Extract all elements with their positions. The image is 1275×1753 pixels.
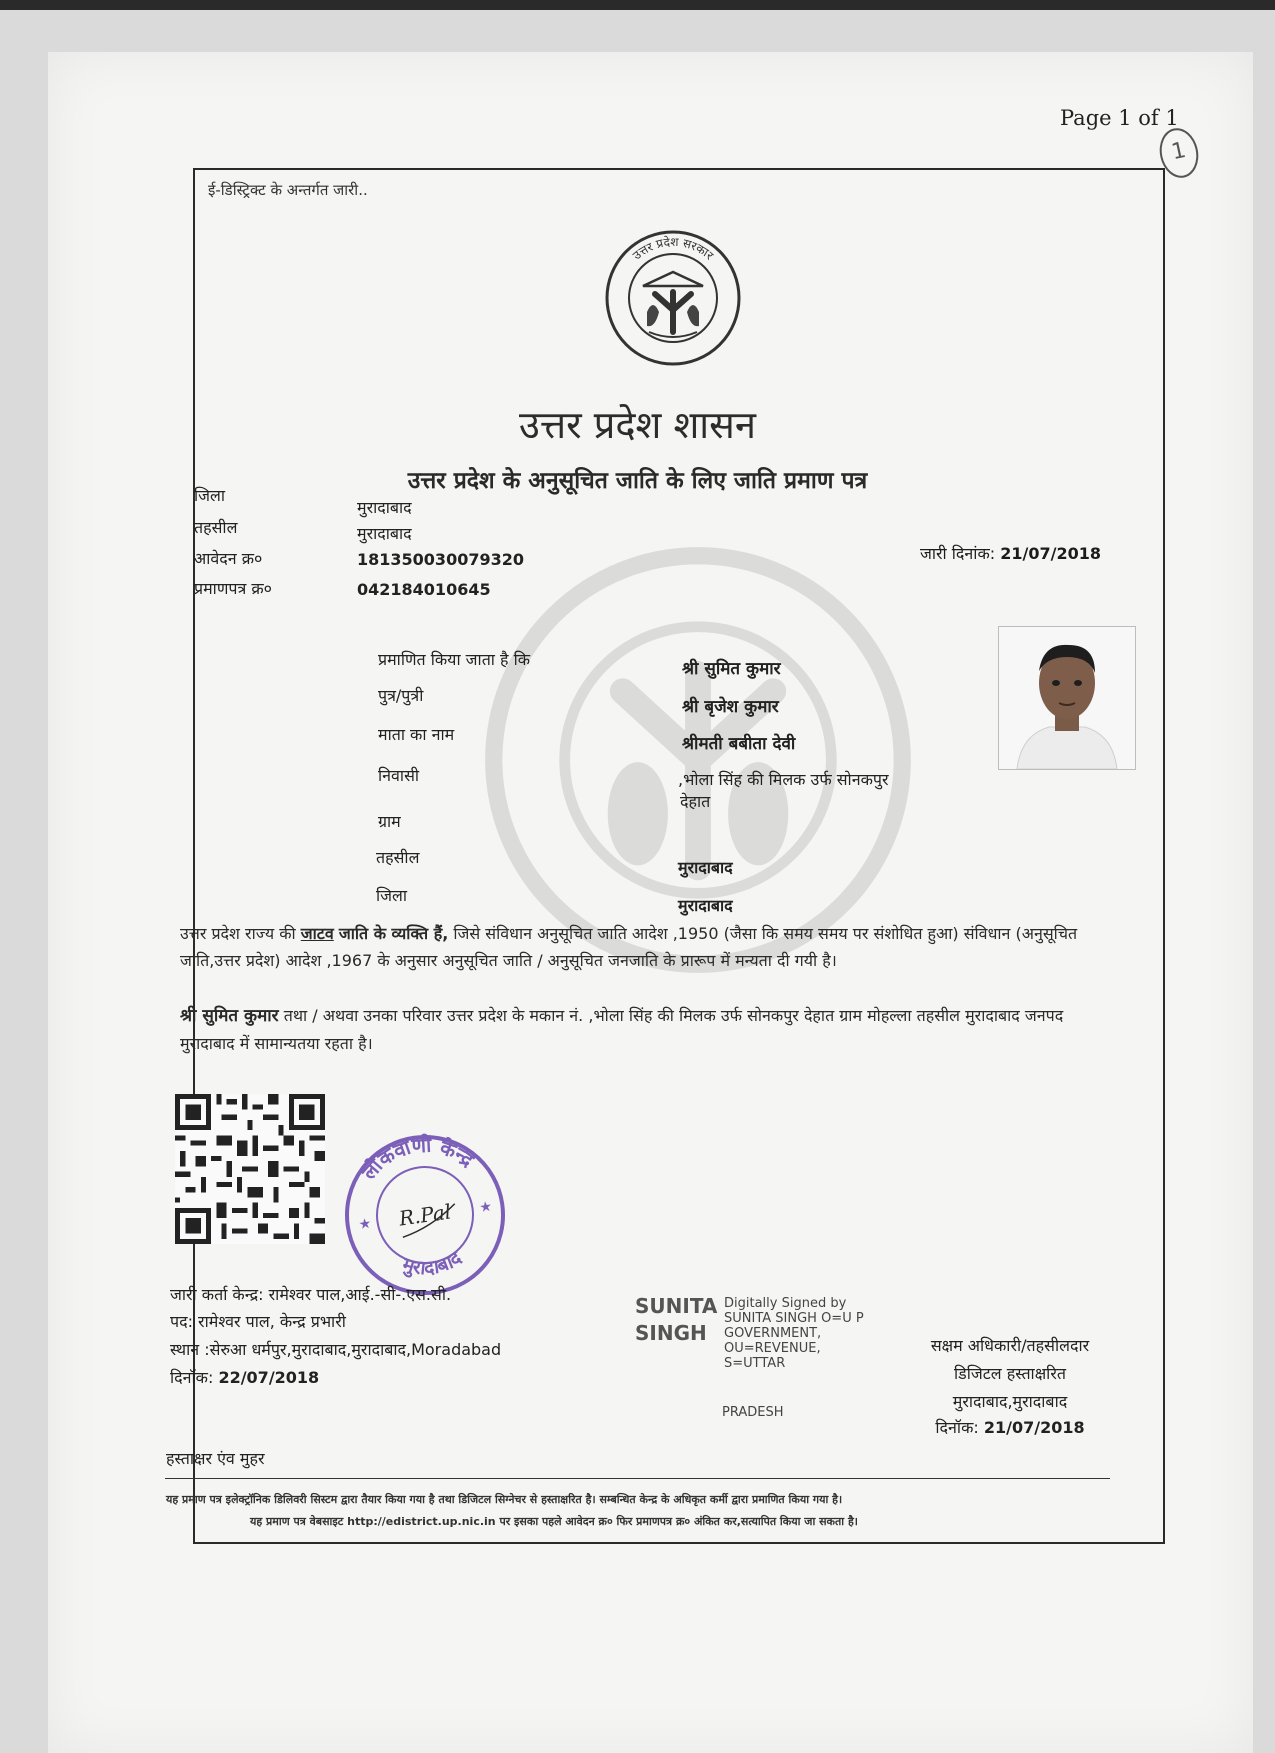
footer-note-line1: यह प्रमाण पत्र इलेक्ट्रॉनिक डिलिवरी सिस्टम द्वारा तैयार किया गया है तथा डिजिटल सिग्नेचर से हस्ताक्षरित है। सम्बन्धित केन्द्र के अधिकृत कर्मी द्वारा प्रमाणित किया गया है। [166, 1493, 843, 1506]
resident-label: निवासी [378, 766, 420, 785]
person-district-value: मुरादाबाद [678, 896, 733, 915]
resident-value-line1: ,भोला सिंह की मिलक उर्फ सोनकपुर [678, 770, 889, 789]
application-number-label: आवेदन क्र० [194, 549, 263, 568]
issue-date-label: जारी दिनांक: [920, 544, 996, 563]
officer-date [880, 1416, 1140, 1438]
page-title: उत्तर प्रदेश शासन [519, 403, 756, 447]
stamp-bottom-text: मुरादाबाद [399, 1246, 466, 1280]
issuer-designation: पद: रामेश्वर पाल, केन्द्र प्रभारी [170, 1312, 346, 1331]
application-number-value: 181350030079320 [357, 550, 524, 569]
mother-name-label: माता का नाम [378, 725, 455, 744]
issuer-date-value: 22/07/2018 [218, 1368, 320, 1387]
person-tehsil-value: मुरादाबाद [678, 858, 733, 877]
handwritten-page-mark: 1 [1155, 125, 1203, 182]
page-count: Page 1 of 1 [1060, 106, 1179, 130]
officer-date-value: 21/07/2018 [983, 1418, 1085, 1437]
stamp-initials: R.Pal [397, 1199, 453, 1231]
up-government-emblem-icon [603, 228, 743, 368]
person-tehsil-label: तहसील [376, 848, 420, 867]
digital-signature-state: PRADESH [722, 1405, 784, 1420]
certificate-number-label: प्रमाणपत्र क्र० [194, 579, 272, 598]
issue-date [920, 542, 1101, 564]
resident-value-line2: देहात [680, 792, 711, 811]
issue-date-value: 21/07/2018 [1000, 544, 1101, 563]
caste-statement-rest: जिसे संविधान अनुसूचित जाति आदेश ,1950 (जैसा कि समय समय पर संशोधित हुआ) संविधान (अनुसूचित जाति,उत्तर प्रदेश) आदेश ,1967 के अनुसार अनुसूचित जाति / अनुसूचित जनजाति के प्रारूप में मन्यता दी गयी है। [180, 924, 1078, 970]
person-district-label: जिला [376, 886, 408, 905]
issued-under-label: ई-डिस्ट्रिक्ट के अन्तर्गत जारी.. [208, 181, 368, 199]
residence-statement-name: श्री सुमित कुमार [180, 1006, 279, 1026]
officer-date-label: दिनॉक: [935, 1418, 979, 1437]
applicant-photo [998, 626, 1136, 770]
tehsil-label: तहसील [194, 518, 238, 537]
certificate-subtitle: उत्तर प्रदेश के अनुसूचित जाति के लिए जाति प्रमाण पत्र [407, 468, 868, 494]
officer-location: मुरादाबाद,मुरादाबाद [952, 1392, 1068, 1411]
issuing-center: जारी कर्ता केन्द्र: रामेश्वर पाल,आई.-सी-.एस.सी. [170, 1285, 452, 1304]
signature-seal-label: हस्ताक्षर एंव मुहर [166, 1449, 265, 1468]
residence-statement-rest: तथा / अथवा उनका परिवार उत्तर प्रदेश के मकान नं. ,भोला सिंह की मिलक उर्फ सोनकपुर देहात ग्राम मोहल्ला तहसील मुरादाबाद जनपद मुरादाबाद में सामान्यतया रहता है। [180, 1006, 1064, 1053]
father-name: श्री बृजेश कुमार [682, 697, 779, 717]
tehsil-value: मुरादाबाद [357, 524, 412, 543]
svg-text:★: ★ [357, 1215, 373, 1234]
child-of-label: पुत्र/पुत्री [378, 686, 424, 705]
district-value: मुरादाबाद [357, 498, 412, 517]
issuer-place: स्थान :सेरुआ धर्मपुर,मुरादाबाद,मुरादाबाद,Moradabad [170, 1340, 502, 1359]
digital-signer-name: SUNITA SINGH [635, 1294, 718, 1345]
digital-signature-info: Digitally Signed by SUNITA SINGH O=U P GOVERNMENT, OU=REVENUE, S=UTTAR [724, 1296, 864, 1371]
footer-divider [165, 1478, 1110, 1479]
officer-digitally-signed: डिजिटल हस्ताक्षरित [954, 1364, 1066, 1383]
issuer-date [170, 1366, 319, 1388]
officer-title: सक्षम अधिकारी/तहसीलदार [930, 1336, 1090, 1355]
village-label: ग्राम [378, 812, 401, 831]
caste-name: जाटव [300, 924, 334, 943]
mother-name: श्रीमती बबीता देवी [682, 734, 796, 754]
issuer-date-label: दिनॉक: [170, 1368, 214, 1387]
residence-statement-paragraph [180, 1002, 1115, 1057]
scan-top-edge [0, 0, 1275, 10]
district-label: जिला [194, 486, 226, 505]
certificate-number-value: 042184010645 [357, 580, 491, 599]
applicant-name: श्री सुमित कुमार [682, 659, 781, 679]
certified-label: प्रमाणित किया जाता है कि [378, 650, 531, 669]
caste-statement-start: उत्तर प्रदेश राज्य की [180, 924, 296, 943]
svg-text:★: ★ [478, 1198, 494, 1217]
stamp-top-text: लोकवाणी केन्द्र [356, 1132, 479, 1185]
caste-statement-paragraph [180, 920, 1115, 974]
emblem-text: उत्तर प्रदेश सरकार [629, 234, 717, 263]
qr-code-icon [173, 1094, 327, 1244]
footer-note-line2: यह प्रमाण पत्र वेबसाइट http://edistrict.up.nic.in पर इसका पहले आवेदन क्र० फिर प्रमाणपत्र क्र० अंकित कर,सत्यापित किया जा सकता है। [250, 1515, 858, 1528]
caste-statement-mid: जाति के व्यक्ति हैं, [338, 924, 449, 943]
